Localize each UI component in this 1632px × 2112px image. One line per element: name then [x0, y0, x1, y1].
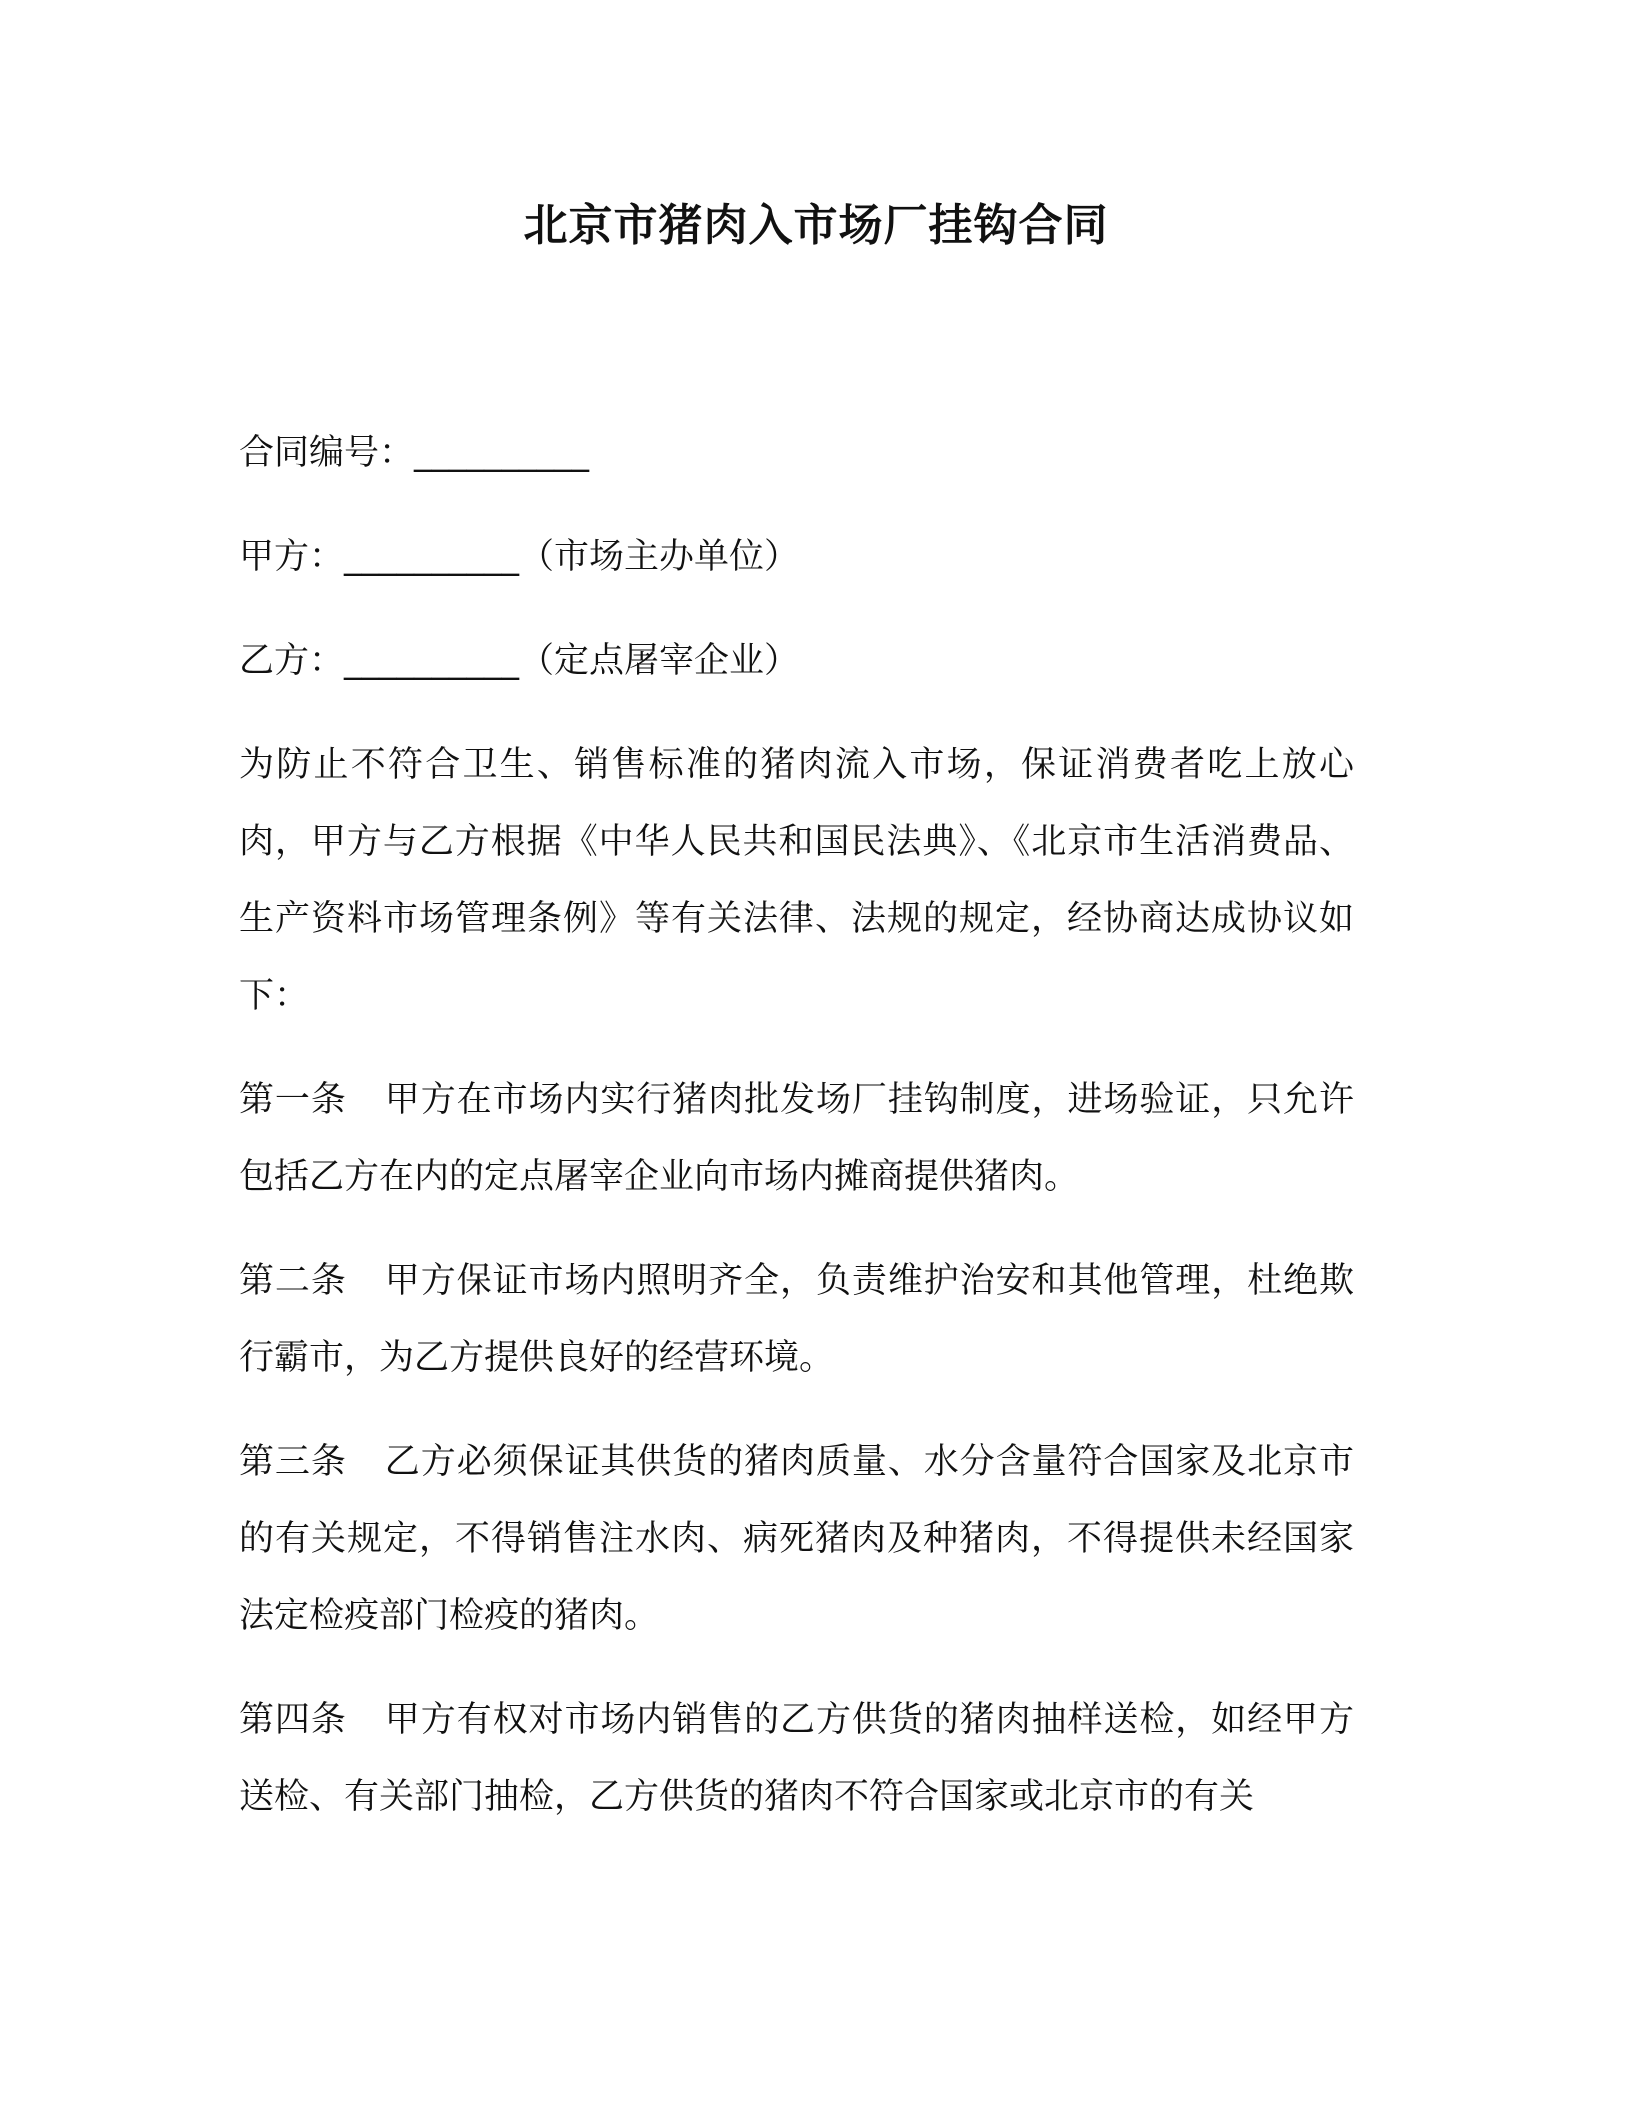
article-3-text: 乙方必须保证其供货的猪肉质量、水分含量符合国家及北京市的有关规定，不得销售注水肉、病死猪肉及种猪肉，不得提供未经国家法定检疫部门检疫的猪肉。 — [239, 1442, 1354, 1636]
party-b-note: （定点屠宰企业） — [519, 641, 800, 681]
contract-number-label: 合同编号： — [239, 433, 415, 473]
party-a-label: 甲方： — [239, 537, 345, 577]
contract-number-blank: __________ — [414, 433, 590, 473]
article-2-text: 甲方保证市场内照明齐全，负责维护治安和其他管理，杜绝欺行霸市，为乙方提供良好的经营环境。 — [239, 1261, 1354, 1378]
document-title: 北京市猪肉入市场厂挂钩合同 — [523, 200, 1109, 251]
article-4 — [239, 1682, 1354, 1836]
article-2 — [239, 1243, 1354, 1397]
article-1-text: 甲方在市场内实行猪肉批发场厂挂钩制度，进场验证，只允许包括乙方在内的定点屠宰企业向市场内摊商提供猪肉。 — [239, 1080, 1354, 1197]
article-2-label: 第二条 — [239, 1261, 347, 1301]
article-4-label: 第四条 — [239, 1700, 347, 1740]
party-a-field — [239, 519, 1354, 596]
article-3-label: 第三条 — [239, 1442, 347, 1482]
party-b-blank: __________ — [344, 641, 520, 681]
article-1 — [239, 1062, 1354, 1216]
preamble-paragraph: 为防止不符合卫生、销售标准的猪肉流入市场，保证消费者吃上放心肉，甲方与乙方根据《中华人民共和国民法典》、《北京市生活消费品、生产资料市场管理条例》等有关法律、法规的规定，经协商达成协议如下： — [239, 745, 1354, 1016]
party-a-blank: __________ — [344, 537, 520, 577]
contract-number-field — [239, 415, 1354, 492]
document-body — [239, 415, 1354, 1863]
article-3 — [239, 1424, 1354, 1655]
article-1-label: 第一条 — [239, 1080, 347, 1120]
party-b-field — [239, 623, 1354, 700]
party-b-label: 乙方： — [239, 641, 345, 681]
article-4-text: 甲方有权对市场内销售的乙方供货的猪肉抽样送检，如经甲方送检、有关部门抽检，乙方供货的猪肉不符合国家或北京市的有关 — [239, 1700, 1354, 1817]
party-a-note: （市场主办单位） — [519, 537, 800, 577]
